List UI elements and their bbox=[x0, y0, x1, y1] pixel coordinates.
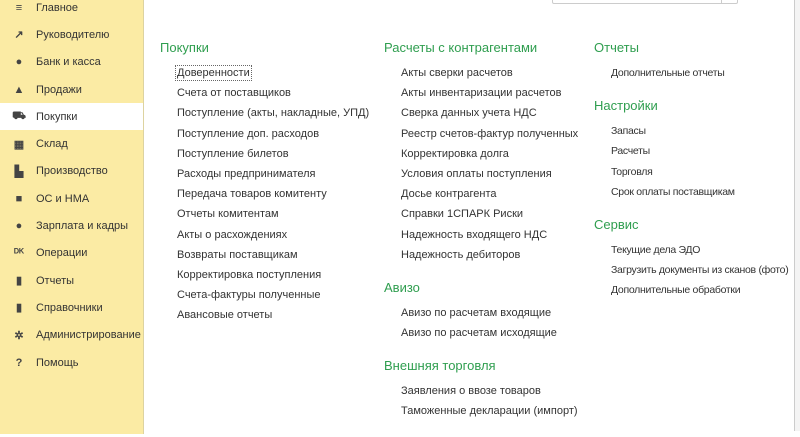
ruble-coin-icon: ● bbox=[15, 56, 23, 69]
trend-icon: ↗ bbox=[14, 29, 24, 42]
section bbox=[594, 40, 788, 86]
gear-icon: ✲ bbox=[14, 329, 24, 342]
nav-link-label: Заявления о ввозе товаров bbox=[401, 385, 541, 398]
section bbox=[160, 40, 369, 328]
nav-link-label: Авансовые отчеты bbox=[177, 309, 273, 322]
truck-icon: ■ bbox=[15, 192, 23, 205]
person-icon: ● bbox=[15, 220, 23, 233]
nav-link-label: Справки 1СПАРК Риски bbox=[401, 208, 524, 221]
section-title: Покупки bbox=[160, 40, 209, 55]
nav-link-label: Расходы предпринимателя bbox=[177, 167, 316, 180]
nav-link-label: Текущие дела ЭДО bbox=[611, 243, 701, 256]
nav-link[interactable] bbox=[384, 167, 578, 187]
nav-link[interactable] bbox=[160, 228, 369, 248]
sidebar-item-label: Покупки bbox=[36, 110, 78, 123]
sidebar-item[interactable] bbox=[0, 349, 143, 376]
nav-link-label: Возвраты поставщикам bbox=[177, 248, 298, 261]
menu-lines-icon: ≡ bbox=[15, 1, 23, 14]
sidebar-item[interactable] bbox=[0, 240, 143, 267]
sidebar-item[interactable] bbox=[0, 185, 143, 212]
section-title: Сервис bbox=[594, 216, 639, 232]
nav-link[interactable] bbox=[594, 144, 788, 164]
column-settlements bbox=[384, 40, 578, 437]
section bbox=[384, 358, 578, 424]
nav-link[interactable] bbox=[594, 66, 788, 86]
nav-link-label: Акты инвентаризации расчетов bbox=[401, 87, 562, 100]
nav-link-label: Таможенные декларации (импорт) bbox=[401, 405, 578, 418]
nav-link[interactable] bbox=[160, 127, 369, 147]
books-icon: ▮ bbox=[15, 302, 23, 315]
sidebar-item[interactable] bbox=[0, 76, 143, 103]
search-button[interactable] bbox=[721, 0, 737, 3]
nav-link-label: Расчеты bbox=[611, 145, 650, 158]
nav-link[interactable] bbox=[384, 106, 578, 126]
section-title: Расчеты с контрагентами bbox=[384, 40, 538, 55]
warehouse-grid-icon: ▦ bbox=[13, 138, 25, 151]
nav-link[interactable] bbox=[160, 66, 369, 86]
nav-link-label: Надежность дебиторов bbox=[401, 248, 521, 261]
section-title: Настройки bbox=[594, 98, 658, 114]
nav-link[interactable] bbox=[160, 86, 369, 106]
nav-link[interactable] bbox=[384, 228, 578, 248]
nav-link-label: Условия оплаты поступления bbox=[401, 167, 552, 180]
cart-icon: ⛟ bbox=[12, 109, 26, 122]
section bbox=[594, 217, 788, 304]
search-input[interactable] bbox=[552, 0, 738, 4]
dt-kt-icon: ᴰᴷ bbox=[13, 247, 25, 260]
sidebar-item-label: Руководителю bbox=[36, 28, 110, 41]
nav-link[interactable] bbox=[160, 187, 369, 207]
nav-link[interactable] bbox=[160, 248, 369, 268]
nav-link[interactable] bbox=[594, 185, 788, 205]
nav-link[interactable] bbox=[160, 106, 369, 126]
sidebar-item-label: Операции bbox=[36, 247, 88, 260]
nav-link[interactable] bbox=[384, 66, 578, 86]
sidebar-item[interactable] bbox=[0, 158, 143, 185]
bar-chart-icon: ▮ bbox=[15, 275, 23, 288]
sidebar-item-label: Производство bbox=[36, 165, 108, 178]
nav-link[interactable] bbox=[384, 326, 578, 346]
section bbox=[384, 280, 578, 346]
nav-link[interactable] bbox=[594, 243, 788, 263]
nav-link[interactable] bbox=[160, 308, 369, 328]
sidebar bbox=[0, 0, 144, 434]
nav-link-label: Отчеты комитентам bbox=[177, 208, 279, 221]
nav-link[interactable] bbox=[384, 127, 578, 147]
sidebar-item-label: Склад bbox=[36, 138, 68, 151]
nav-link-label: Реестр счетов-фактур полученных bbox=[401, 127, 579, 140]
nav-link[interactable] bbox=[160, 147, 369, 167]
sidebar-item[interactable] bbox=[0, 21, 143, 48]
nav-link[interactable] bbox=[384, 86, 578, 106]
section bbox=[384, 40, 578, 268]
nav-link[interactable] bbox=[594, 124, 788, 144]
section-title: Внешняя торговля bbox=[384, 358, 496, 374]
nav-link-label: Дополнительные отчеты bbox=[611, 67, 725, 79]
sidebar-item-label: Банк и касса bbox=[36, 56, 101, 69]
scrollbar[interactable] bbox=[794, 0, 800, 431]
nav-link-label: Счета от поставщиков bbox=[177, 87, 291, 100]
nav-link[interactable] bbox=[384, 187, 578, 207]
nav-link[interactable] bbox=[160, 167, 369, 187]
nav-link-label: Поступление доп. расходов bbox=[177, 127, 320, 140]
sidebar-item-label: Помощь bbox=[36, 356, 79, 369]
nav-link-label: Досье контрагента bbox=[401, 188, 497, 201]
sidebar-item[interactable] bbox=[0, 103, 143, 130]
nav-link-label: Срок оплаты поставщикам bbox=[611, 185, 735, 198]
sidebar-item-label: Отчеты bbox=[36, 274, 75, 287]
nav-link[interactable] bbox=[160, 207, 369, 227]
sidebar-item-label: Администрирование bbox=[36, 329, 141, 342]
section-title: Отчеты bbox=[594, 40, 639, 55]
nav-link-label: Авизо по расчетам входящие bbox=[401, 306, 552, 319]
nav-link-label: Корректировка долга bbox=[401, 147, 509, 160]
sidebar-item[interactable] bbox=[0, 49, 143, 76]
nav-link[interactable] bbox=[594, 283, 788, 303]
section bbox=[594, 98, 788, 205]
sidebar-item[interactable] bbox=[0, 294, 143, 321]
column-reports bbox=[594, 40, 788, 316]
nav-link-label: Надежность входящего НДС bbox=[401, 228, 548, 241]
sidebar-item-label: Главное bbox=[36, 1, 79, 14]
nav-link[interactable] bbox=[594, 263, 788, 283]
nav-link[interactable] bbox=[160, 288, 369, 308]
sidebar-item-label: ОС и НМА bbox=[36, 192, 90, 205]
nav-link-label: Счета-фактуры полученные bbox=[177, 289, 321, 302]
sidebar-item-label: Зарплата и кадры bbox=[36, 220, 129, 233]
sidebar-item-label: Продажи bbox=[36, 83, 82, 96]
sidebar-item[interactable] bbox=[0, 130, 143, 157]
nav-link[interactable] bbox=[384, 207, 578, 227]
nav-link-label: Сверка данных учета НДС bbox=[401, 107, 537, 120]
section-title: Авизо bbox=[384, 279, 420, 295]
sidebar-item[interactable] bbox=[0, 322, 143, 349]
nav-link-label: Поступление билетов bbox=[177, 147, 289, 160]
nav-link-label: Дополнительные обработки bbox=[611, 284, 741, 297]
nav-link[interactable] bbox=[384, 306, 578, 326]
shopping-bag-icon: ▲ bbox=[13, 83, 25, 96]
nav-link-label: Корректировка поступления bbox=[177, 268, 322, 281]
nav-link[interactable] bbox=[384, 248, 578, 268]
nav-link[interactable] bbox=[384, 147, 578, 167]
nav-link[interactable] bbox=[594, 165, 788, 185]
column-purchases bbox=[160, 40, 369, 340]
sidebar-item[interactable] bbox=[0, 212, 143, 239]
nav-link-label: Торговля bbox=[611, 165, 653, 178]
nav-link[interactable] bbox=[384, 404, 578, 424]
nav-link-label: Доверенности bbox=[177, 67, 250, 79]
sidebar-item[interactable] bbox=[0, 267, 143, 294]
sidebar-item[interactable] bbox=[0, 0, 143, 21]
sidebar-item-label: Справочники bbox=[36, 301, 103, 314]
nav-link-label: Передача товаров комитенту bbox=[177, 188, 327, 201]
question-icon: ? bbox=[15, 356, 23, 369]
nav-link-label: Авизо по расчетам исходящие bbox=[401, 327, 557, 340]
factory-icon: ▙ bbox=[14, 165, 24, 178]
nav-link-label: Акты о расхождениях bbox=[177, 228, 288, 241]
nav-link-label: Поступление (акты, накладные, УПД) bbox=[177, 107, 370, 120]
nav-link-label: Запасы bbox=[611, 125, 646, 138]
nav-link-label: Акты сверки расчетов bbox=[401, 67, 513, 79]
nav-link[interactable] bbox=[160, 268, 369, 288]
nav-link[interactable] bbox=[384, 384, 578, 404]
nav-link-label: Загрузить документы из сканов (фото) bbox=[611, 264, 789, 277]
